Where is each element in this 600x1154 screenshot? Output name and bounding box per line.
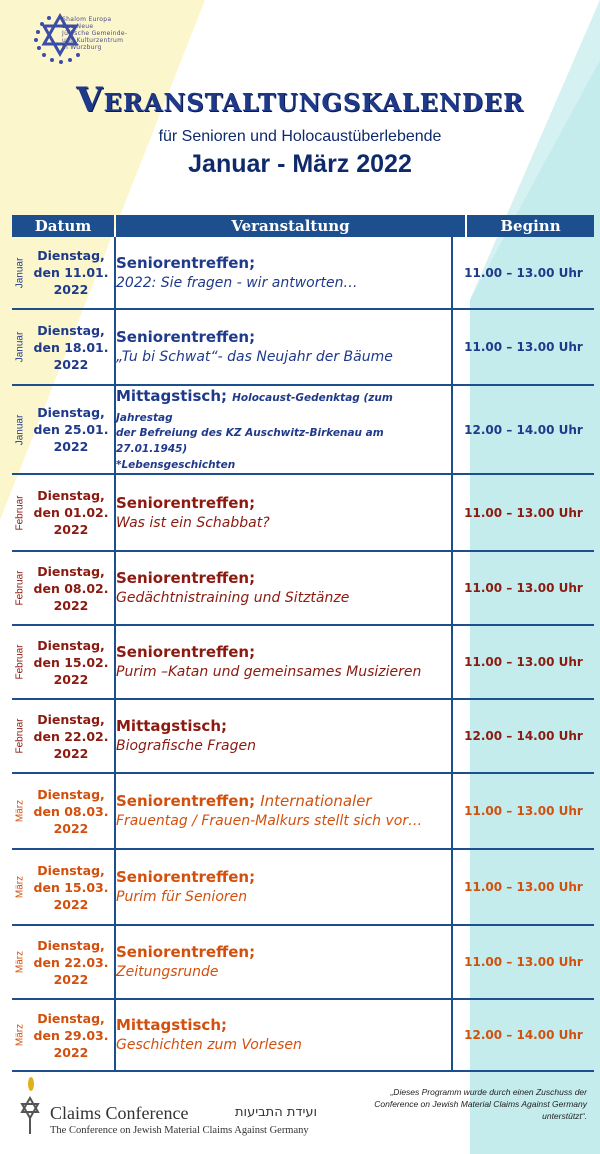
table-row xyxy=(12,551,594,625)
date-cell: Dienstag, den 29.03. 2022 xyxy=(28,999,115,1071)
month-label: Februar xyxy=(14,494,26,531)
time-cell: 12.00 – 14.00 Uhr xyxy=(452,999,594,1071)
table-row xyxy=(12,625,594,699)
table-row xyxy=(12,699,594,773)
date-cell: Dienstag, den 15.03. 2022 xyxy=(28,849,115,925)
time-cell: 11.00 – 13.00 Uhr xyxy=(452,925,594,999)
funding-note: „Dieses Programm wurde durch einen Zuschuss der Conference on Jewish Material Claims Against Germany unterstützt“. xyxy=(374,1087,587,1121)
table-row xyxy=(12,385,594,474)
table-row xyxy=(12,773,594,849)
event-cell: Mittagstisch; Holocaust-Gedenktag (zum Jahrestag der Befreiung des KZ Auschwitz-Birkenau am 27.01.1945) *Lebensgeschichten xyxy=(115,385,452,474)
time-cell: 12.00 – 14.00 Uhr xyxy=(452,385,594,474)
header-beginn: Beginn xyxy=(467,215,594,237)
table-row xyxy=(12,237,594,309)
time-cell: 11.00 – 13.00 Uhr xyxy=(452,237,594,309)
candle-icon xyxy=(18,1076,42,1136)
date-cell: Dienstag, den 22.03. 2022 xyxy=(28,925,115,999)
month-label: Februar xyxy=(14,644,26,680)
event-cell: Seniorentreffen; Zeitungsrunde xyxy=(115,925,452,999)
event-cell: Seniorentreffen; 2022: Sie fragen - wir antworten… xyxy=(115,237,452,309)
month-label: März xyxy=(14,1023,26,1047)
table-row xyxy=(12,999,594,1071)
month-label: März xyxy=(14,799,26,823)
time-cell: 11.00 – 13.00 Uhr xyxy=(452,309,594,385)
event-cell: Seniorentreffen; „Tu bi Schwat“- das Neujahr der Bäume xyxy=(115,309,452,385)
date-cell: Dienstag, den 11.01. 2022 xyxy=(28,237,115,309)
event-table xyxy=(12,237,594,1072)
claims-conference-name: Claims Conference xyxy=(50,1103,189,1123)
date-cell: Dienstag, den 25.01. 2022 xyxy=(28,385,115,474)
month-label: Februar xyxy=(14,570,26,606)
logo-text: Shalom Europa Das Neue Jüdische Gemeinde- und Kulturzentrum in Würzburg xyxy=(62,16,128,51)
claims-conference-hebrew: ועידת התביעות xyxy=(235,1105,318,1120)
date-cell: Dienstag, den 15.02. 2022 xyxy=(28,625,115,699)
event-cell: Seniorentreffen; Was ist ein Schabbat? xyxy=(115,474,452,551)
page-title: Veranstaltungskalender xyxy=(76,80,524,120)
month-label: Februar xyxy=(14,718,26,754)
month-label: März xyxy=(14,875,26,899)
time-cell: 11.00 – 13.00 Uhr xyxy=(452,474,594,551)
table-row xyxy=(12,849,594,925)
claims-conference-full-name: The Conference on Jewish Material Claims Against Germany xyxy=(50,1125,309,1136)
period-title: Januar - März 2022 xyxy=(188,150,412,178)
event-cell: Seniorentreffen; Gedächtnistraining und Sitztänze xyxy=(115,551,452,625)
header-datum: Datum xyxy=(12,215,114,237)
time-cell: 11.00 – 13.00 Uhr xyxy=(452,625,594,699)
month-label: Januar xyxy=(14,414,26,445)
table-row xyxy=(12,925,594,999)
date-cell: Dienstag, den 22.02. 2022 xyxy=(28,699,115,773)
time-cell: 11.00 – 13.00 Uhr xyxy=(452,849,594,925)
table-row xyxy=(12,309,594,385)
month-label: Januar xyxy=(14,257,26,288)
event-cell: Mittagstisch; Geschichten zum Vorlesen xyxy=(115,999,452,1071)
event-cell: Seniorentreffen; Internationaler Frauentag / Frauen-Malkurs stellt sich vor… xyxy=(115,773,452,849)
page-subtitle: für Senioren und Holocaustüberlebende xyxy=(158,128,442,145)
event-cell: Mittagstisch; Biografische Fragen xyxy=(115,699,452,773)
time-cell: 12.00 – 14.00 Uhr xyxy=(452,699,594,773)
time-cell: 11.00 – 13.00 Uhr xyxy=(452,773,594,849)
time-cell: 11.00 – 13.00 Uhr xyxy=(452,551,594,625)
header-veranstaltung: Veranstaltung xyxy=(116,215,465,237)
event-cell: Seniorentreffen; Purim für Senioren xyxy=(115,849,452,925)
month-label: Januar xyxy=(14,331,26,363)
date-cell: Dienstag, den 08.03. 2022 xyxy=(28,773,115,849)
table-row xyxy=(12,474,594,551)
month-label: März xyxy=(14,950,26,974)
date-cell: Dienstag, den 08.02. 2022 xyxy=(28,551,115,625)
event-cell: Seniorentreffen; Purim –Katan und gemeinsames Musizieren xyxy=(115,625,452,699)
date-cell: Dienstag, den 01.02. 2022 xyxy=(28,474,115,551)
date-cell: Dienstag, den 18.01. 2022 xyxy=(28,309,115,385)
